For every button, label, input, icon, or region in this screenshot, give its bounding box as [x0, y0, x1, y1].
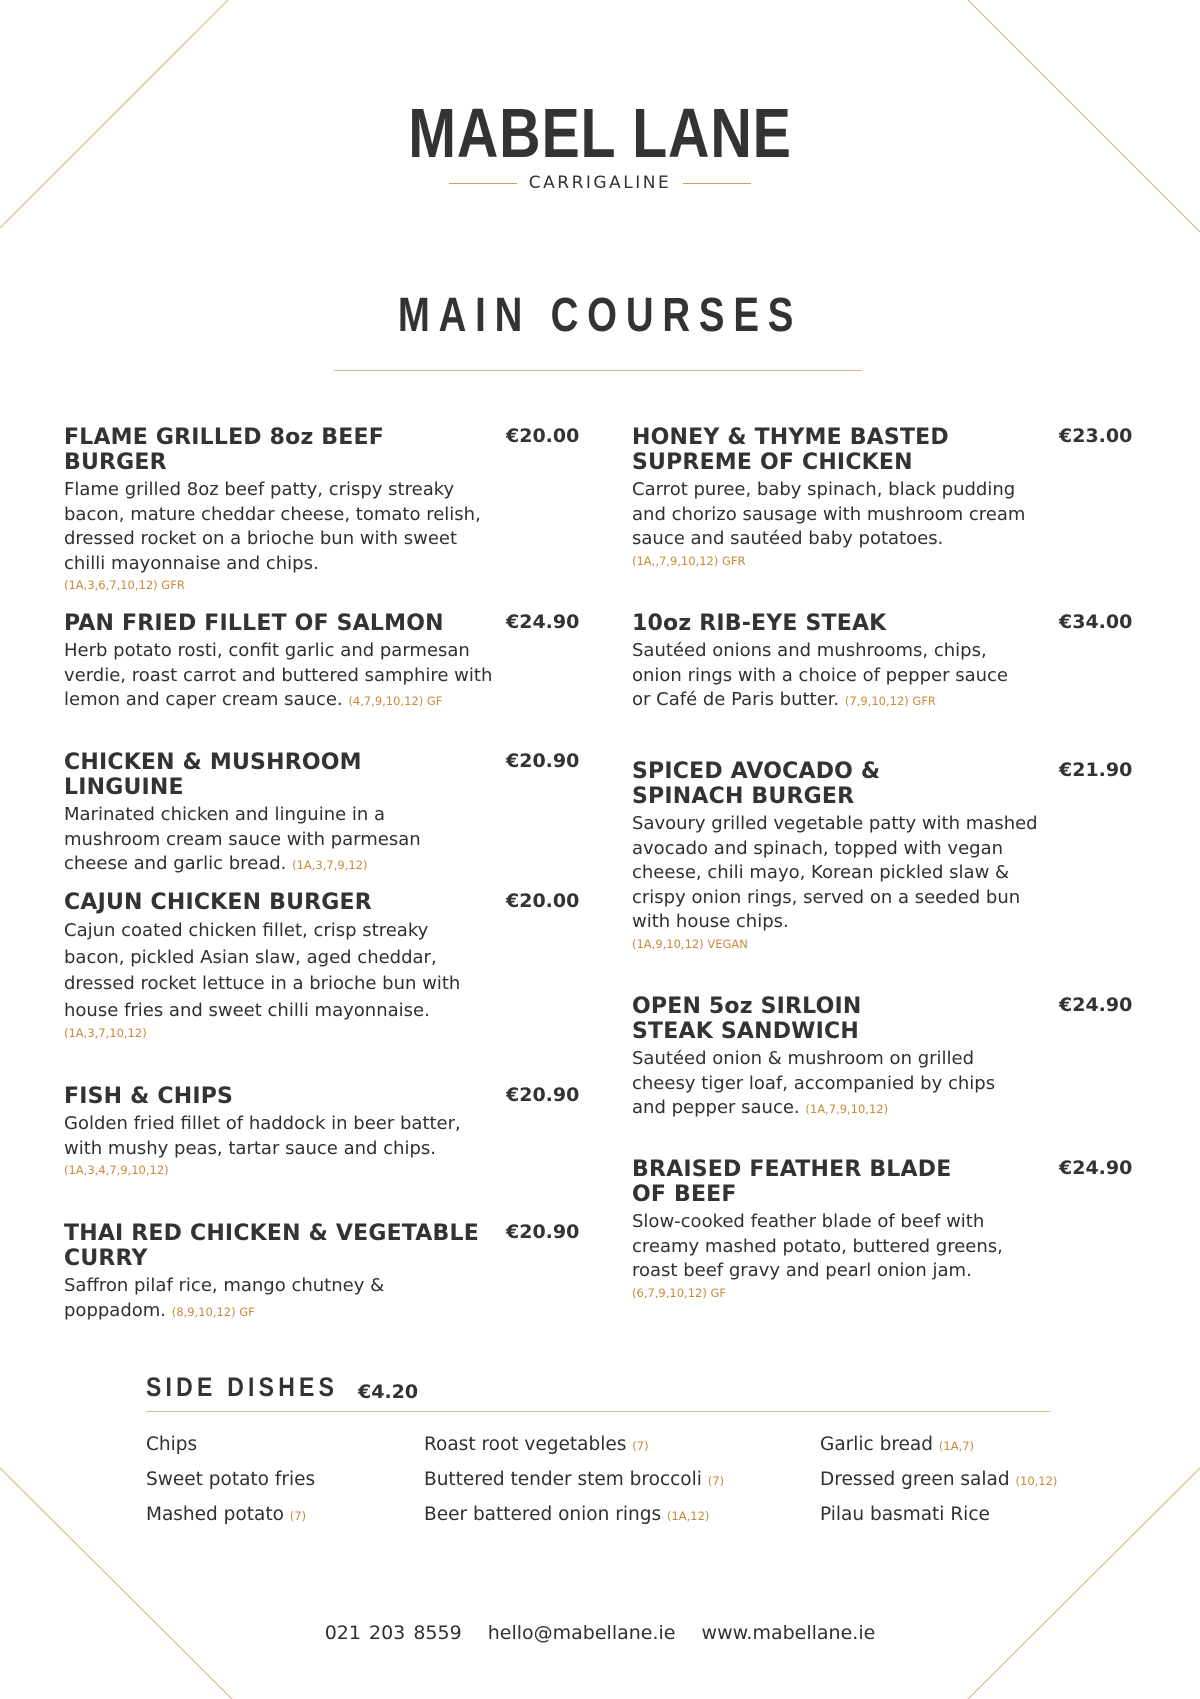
brand-logo — [0, 95, 1200, 193]
item-name: PAN FRIED FILLET OF SALMON — [64, 611, 444, 636]
side-allergens: (10,12) — [1015, 1474, 1058, 1488]
item-name: CHICKEN & MUSHROOM LINGUINE — [64, 750, 362, 800]
contact-footer — [0, 1622, 1200, 1644]
side-allergens: (7) — [289, 1509, 307, 1523]
item-description — [632, 639, 1027, 714]
divider — [449, 183, 517, 184]
phone-number[interactable]: 021 203 8559 — [324, 1622, 462, 1644]
item-description: Savoury grilled vegetable patty with mashed avocado and spinach, topped with vegan cheese, chili mayo, Korean pickled slaw & crispy onion rings, served on a seeded bun with house chips. — [632, 813, 1038, 932]
item-price: €24.90 — [506, 611, 580, 633]
item-description: Slow-cooked feather blade of beef with creamy mashed potato, buttered greens, roast beef gravy and pearl onion jam. — [632, 1211, 1003, 1281]
item-name: BRAISED FEATHER BLADE OF BEEF — [632, 1157, 952, 1207]
item-price: €24.90 — [1059, 994, 1133, 1016]
item-name: 10oz RIB-EYE STEAK — [632, 611, 887, 636]
menu-item — [64, 750, 594, 878]
side-name: Dressed green salad — [820, 1469, 1010, 1490]
item-name: OPEN 5oz SIRLOIN STEAK SANDWICH — [632, 994, 862, 1044]
item-allergens: (6,7,9,10,12) GF — [632, 1285, 726, 1300]
item-description — [64, 1274, 404, 1324]
menu-item — [632, 994, 1132, 1122]
menu-item — [64, 890, 594, 1042]
side-item — [820, 1498, 1057, 1533]
side-name: Buttered tender stem broccoli — [424, 1469, 702, 1490]
side-name: Beer battered onion rings — [424, 1504, 662, 1525]
side-item — [820, 1428, 1057, 1463]
website-link[interactable]: www.mabellane.ie — [701, 1622, 876, 1644]
menu-item — [632, 425, 1132, 570]
brand-subtitle — [0, 173, 1200, 193]
item-price: €20.00 — [506, 425, 580, 447]
menu-item — [64, 611, 594, 714]
item-price: €24.90 — [1059, 1157, 1133, 1179]
page-title: MAIN COURSES — [397, 289, 803, 342]
menu-item — [64, 1221, 594, 1324]
menu-item — [632, 611, 1132, 714]
brand-location: CARRIGALINE — [528, 173, 672, 193]
divider — [334, 370, 862, 371]
item-description — [632, 1047, 1017, 1122]
side-item — [146, 1463, 315, 1498]
item-description: Golden fried fillet of haddock in beer batter, with mushy peas, tartar sauce and chips. — [64, 1113, 461, 1159]
side-item — [146, 1428, 315, 1463]
side-name: Mashed potato — [146, 1504, 284, 1525]
item-name: FLAME GRILLED 8oz BEEF BURGER — [64, 425, 384, 475]
item-allergens: (4,7,9,10,12) GF — [348, 694, 443, 708]
item-description — [64, 639, 514, 714]
item-allergens: (1A,3,4,7,9,10,12) — [64, 1163, 169, 1177]
item-name: FISH & CHIPS — [64, 1084, 234, 1109]
item-name: HONEY & THYME BASTED SUPREME OF CHICKEN — [632, 425, 949, 475]
item-allergens: (1A,9,10,12) VEGAN — [632, 936, 748, 951]
item-description — [64, 803, 444, 878]
item-allergens: (1A,7,9,10,12) — [805, 1102, 889, 1116]
item-description-text: Saffron pilaf rice, mango chutney & poppadom. — [64, 1275, 385, 1321]
item-allergens: (1A,,7,9,10,12) GFR — [632, 553, 746, 568]
sides-column — [146, 1428, 315, 1533]
divider — [146, 1411, 1050, 1412]
brand-name: MABEL LANE — [408, 94, 792, 172]
item-name: THAI RED CHICKEN & VEGETABLE CURRY — [64, 1221, 479, 1271]
item-description: Carrot puree, baby spinach, black pudding and chorizo sausage with mushroom cream sauce and sautéed baby potatoes. — [632, 479, 1026, 549]
item-allergens: (1A,3,7,9,12) — [292, 858, 368, 872]
sides-price: €4.20 — [358, 1381, 419, 1403]
side-item — [424, 1498, 724, 1533]
side-name: Pilau basmati Rice — [820, 1504, 990, 1525]
section-title: SIDE DISHES — [146, 1372, 339, 1402]
side-allergens: (7) — [632, 1439, 649, 1453]
item-price: €20.00 — [506, 890, 580, 912]
item-description-text: Herb potato rosti, confit garlic and parmesan verdie, roast carrot and buttered samphire with lemon and caper cream sauce. — [64, 640, 493, 710]
item-price: €20.90 — [506, 1084, 580, 1106]
item-description: Flame grilled 8oz beef patty, crispy streaky bacon, mature cheddar cheese, tomato relish, dressed rocket on a brioche bun with sweet chilli mayonnaise and chips. — [64, 479, 481, 574]
side-name: Sweet potato fries — [146, 1469, 316, 1490]
item-description: Cajun coated chicken fillet, crisp streaky bacon, pickled Asian slaw, aged cheddar, dressed rocket lettuce in a brioche bun with house fries and sweet chilli mayonnaise. — [64, 920, 461, 1021]
item-allergens: (1A,3,7,10,12) — [64, 1026, 147, 1040]
side-name: Roast root vegetables — [424, 1434, 627, 1455]
side-allergens: (7) — [707, 1474, 725, 1488]
side-allergens: (1A,12) — [666, 1509, 710, 1523]
item-price: €21.90 — [1059, 759, 1133, 781]
item-description-text: Sautéed onion & mushroom on grilled cheesy tiger loaf, accompanied by chips and pepper sauce. — [632, 1048, 996, 1118]
item-allergens: (1A,3,6,7,10,12) GFR — [64, 578, 185, 592]
item-name: CAJUN CHICKEN BURGER — [64, 890, 372, 915]
side-item — [820, 1463, 1057, 1498]
email-link[interactable]: hello@mabellane.ie — [487, 1622, 676, 1644]
menu-item — [632, 1157, 1132, 1302]
item-price: €23.00 — [1059, 425, 1133, 447]
menu-item — [64, 425, 594, 594]
item-description-text: Sautéed onions and mushrooms, chips, onion rings with a choice of pepper sauce or Café de Paris butter. — [632, 640, 1008, 710]
divider — [683, 183, 751, 184]
item-description-text: Marinated chicken and linguine in a mushroom cream sauce with parmesan cheese and garlic bread. — [64, 804, 421, 874]
item-name: SPICED AVOCADO & SPINACH BURGER — [632, 759, 881, 809]
side-item — [424, 1428, 724, 1463]
menu-item — [632, 759, 1132, 953]
item-allergens: (7,9,10,12) GFR — [844, 694, 936, 708]
item-price: €20.90 — [506, 750, 580, 772]
item-price: €34.00 — [1059, 611, 1133, 633]
side-name: Chips — [146, 1434, 198, 1455]
item-price: €20.90 — [506, 1221, 580, 1243]
side-allergens: (1A,7) — [938, 1439, 975, 1453]
sides-column — [820, 1428, 1057, 1533]
side-item — [424, 1463, 724, 1498]
sides-column — [424, 1428, 724, 1533]
item-allergens: (8,9,10,12) GF — [171, 1304, 255, 1319]
side-name: Garlic bread — [820, 1434, 934, 1455]
menu-item — [64, 1084, 594, 1179]
side-item — [146, 1498, 315, 1533]
